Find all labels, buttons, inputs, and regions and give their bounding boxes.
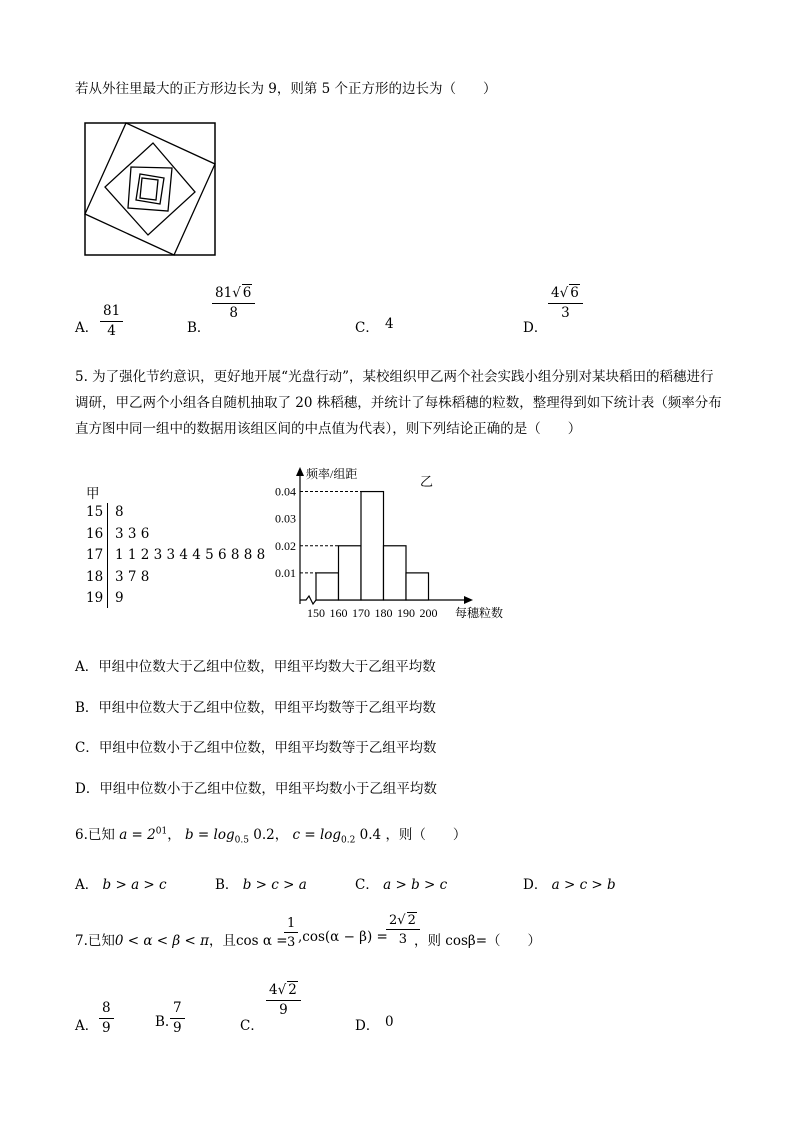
x-tick-label: 160 — [329, 606, 348, 620]
q7-stem-cos-diff: ,cos(α − β) = — [298, 929, 388, 945]
stemleaf-divider — [107, 503, 108, 608]
histogram-bar — [384, 546, 407, 600]
q5-option-b: B．甲组中位数大于乙组中位数，甲组平均数等于乙组平均数 — [75, 700, 436, 716]
q4-option-a-label: A． — [75, 320, 99, 336]
q7-option-b-fraction: $\frac{7}{9}$ — [170, 1002, 185, 1035]
square-3 — [105, 143, 195, 235]
histogram-chart — [262, 462, 532, 622]
stemleaf-title: 甲 — [86, 486, 100, 502]
q4-option-b-label: B． — [187, 320, 211, 336]
q6-option-c: C． a > b > c — [355, 877, 448, 893]
sqrt-symbol: √ 2 — [277, 982, 297, 998]
y-tick-label: 0.04 — [275, 484, 296, 499]
y-axis-arrow — [296, 467, 304, 476]
sqrt-symbol: √ 6 — [559, 285, 579, 301]
square-6 — [140, 178, 158, 200]
nested-squares-figure — [84, 122, 216, 256]
x-tick-label: 200 — [419, 606, 438, 620]
histogram-bar — [339, 546, 362, 600]
q7-option-a-label: A． — [75, 1018, 99, 1034]
y-axis-label: 频率/组距 — [306, 467, 358, 481]
q5-option-d: D．甲组中位数小于乙组中位数，甲组平均数小于乙组平均数 — [75, 781, 437, 797]
histogram-bar — [361, 492, 384, 600]
y-tick-label: 0.03 — [275, 511, 296, 526]
x-tick-label: 180 — [374, 606, 393, 620]
q5-option-a: A．甲组中位数大于乙组中位数，甲组平均数大于乙组平均数 — [75, 659, 436, 675]
q4-option-a-fraction: $\frac{81}{4}$ — [100, 305, 123, 338]
q7-option-c-label: C． — [240, 1018, 264, 1034]
q7-option-d-label: D． — [355, 1018, 380, 1034]
q6-option-a: A． b > a > c — [75, 877, 167, 893]
q7-stem-suffix: ，则 cosβ=（ ） — [414, 933, 542, 949]
sqrt-symbol: √ 2 — [397, 913, 416, 928]
q7-option-b-label: B. — [155, 1014, 170, 1030]
q7-frac-one-third: $\frac{1}{3}$ — [284, 917, 298, 949]
stemleaf-leaves: 8 3 3 6 1 1 2 3 3 4 4 5 6 8 8 8 3 7 8 9 — [115, 504, 266, 606]
histogram-bar — [406, 573, 429, 600]
q4-stem: 若从外往里最大的正方形边长为 9，则第 5 个正方形的边长为（ ） — [75, 81, 497, 97]
q6-option-b: B． b > c > a — [215, 877, 307, 893]
y-tick-label: 0.02 — [275, 538, 296, 553]
x-axis-arrow — [464, 596, 473, 604]
q7-option-d-value: 0 — [385, 1014, 394, 1030]
q7-frac-two-root-two-third: $\frac{2√ 2}{3}$ — [386, 914, 420, 946]
histogram-bar — [316, 573, 339, 600]
square-2 — [85, 123, 215, 255]
q6-stem: 6.已知 $a = 2^{01}$， $b = \log_{0.5} 0.2$， $c = \log_{0.2} 0.4$ ，则（ ） — [75, 826, 467, 846]
chart-title: 乙 — [420, 474, 434, 489]
x-tick-label: 150 — [307, 606, 325, 620]
y-tick-label: 0.01 — [275, 565, 296, 580]
x-axis-label: 每穗粒数 — [455, 606, 504, 620]
q4-option-b-fraction: $\frac{81√ 6}{8}$ — [212, 287, 255, 320]
x-tick-label: 190 — [397, 606, 415, 620]
q6-option-d: D． a > c > b — [523, 877, 616, 893]
stemleaf-stems: 15 16 17 18 19 — [86, 504, 104, 606]
q4-option-c-value: 4 — [385, 316, 394, 332]
q7-option-c-fraction: $\frac{4√ 2}{9}$ — [266, 984, 301, 1017]
q4-option-d-fraction: $\frac{4√ 6}{3}$ — [548, 287, 583, 320]
q5-option-c: C．甲组中位数小于乙组中位数，甲组平均数等于乙组平均数 — [75, 740, 437, 756]
square-1 — [85, 123, 215, 255]
q4-option-d-label: D． — [523, 320, 548, 336]
q4-option-c-label: C． — [355, 320, 379, 336]
sqrt-symbol: √ 6 — [232, 285, 252, 301]
square-4 — [128, 167, 172, 211]
q7-option-a-fraction: $\frac{8}{9}$ — [99, 1002, 114, 1035]
x-axis-break — [300, 596, 316, 604]
x-tick-label: 170 — [352, 606, 370, 620]
q7-stem-part1: 7.已知0 < α < β < π，且cos α = — [75, 933, 288, 949]
q5-stem: 5. 为了强化节约意识，更好地开展“光盘行动”，某校组织甲乙两个社会实践小组分别对某块稻田的稻穗进行调研，甲乙两个小组各自随机抽取了 20 株稻穗，并统计了每株稻穗的粒数，整理得到如下统计表（频率分布直方图中同一组中的数据用该组区间的中点值为代表），则下列结论正确的是（ ） — [75, 369, 722, 437]
